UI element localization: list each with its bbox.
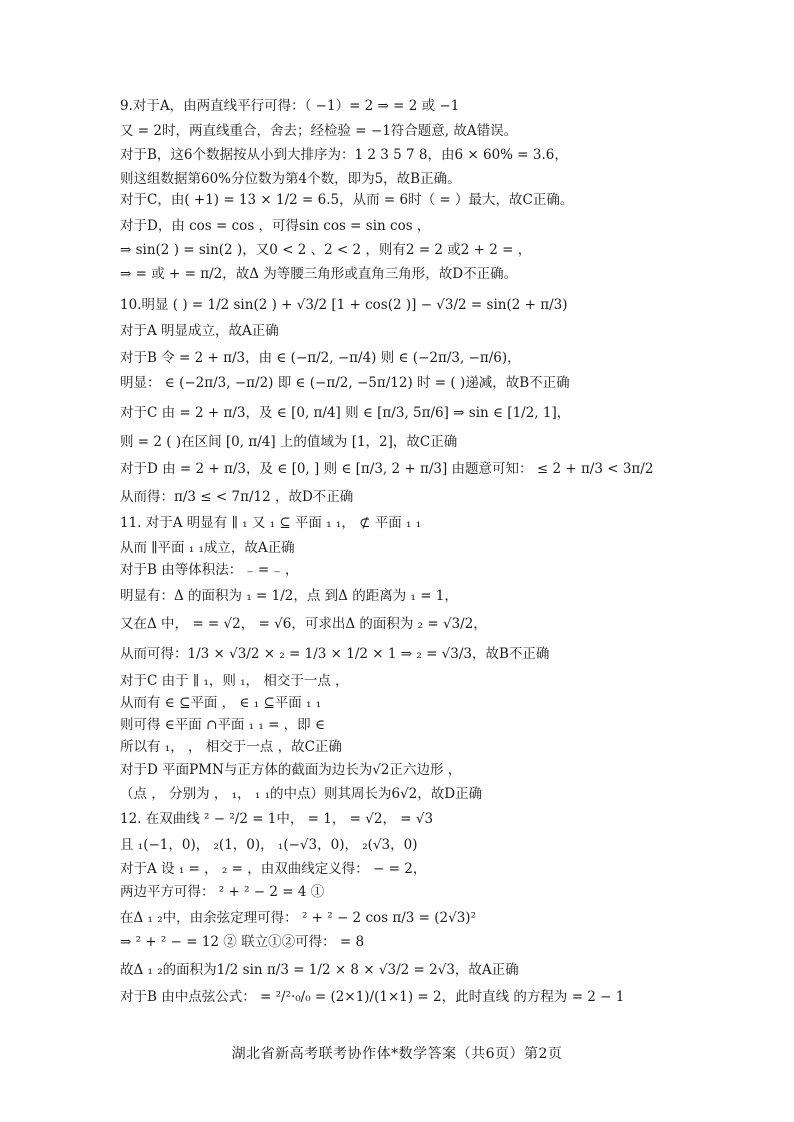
- text-line: 对于C 由 = 2 + π/3，及 ∈ [0, π/4] 则 ∈ [π/3, 5π/6] ⇒ sin ∈ [1/2, 1]，: [120, 405, 571, 421]
- text-line: 10.明显 ( ) = 1/2 sin(2 ) + √3/2 [1 + cos(2 )] − √3/2 = sin(2 + π/3): [120, 297, 568, 313]
- text-line: 又在Δ 中， = = √2， = √6，可求出Δ 的面积为 ₂ = √3/2，: [120, 616, 487, 632]
- text-line: 对于C，由( +1) = 13 × 1/2 = 6.5，从而 = 6时（ = ）最大，故C正确。: [120, 192, 574, 208]
- text-line: 9.对于A，由两直线平行可得：（ −1）= 2 ⇒ = 2 或 −1: [120, 98, 460, 114]
- text-line: 两边平方可得： ² + ² − 2 = 4 ①: [120, 884, 325, 900]
- text-line: （点 ， 分别为 ， ₁， ₁ ₁的中点）则其周长为6√2，故D正确: [120, 786, 483, 802]
- text-line: 从而得：π/3 ≤ < 7π/12 ，故D不正确: [120, 489, 354, 505]
- text-line: 则这组数据第60%分位数为第4个数，即为5，故B正确。: [120, 171, 461, 187]
- text-line: 在Δ ₁ ₂中，由余弦定理可得： ² + ² − 2 cos π/3 = (2√3)²: [120, 910, 476, 926]
- text-line: 明显： ∈ (−2π/3, −π/2) 即 ∈ (−π/2, −5π/12) 时 = ( )递减，故B不正确: [120, 375, 570, 391]
- text-line: 对于D 平面PMN与正方体的截面为边长为√2正六边形 ，: [120, 762, 462, 778]
- text-line: ⇒ sin(2 ) = sin(2 )，又0 < 2 、2 < 2 ，则有2 = 2 或2 + 2 = ，: [120, 242, 532, 258]
- text-line: 则可得 ∈平面 ∩平面 ₁ ₁ = ，即 ∈: [120, 717, 325, 733]
- text-line: ⇒ = 或 + = π/2，故Δ 为等腰三角形或直角三角形，故D不正确。: [120, 266, 518, 282]
- text-line: 对于B 令 = 2 + π/3，由 ∈ (−π/2, −π/4) 则 ∈ (−2π/3, −π/6)，: [120, 350, 521, 366]
- text-line: 对于B，这6个数据按从小到大排序为：1 2 3 5 7 8，由6 × 60% = 3.6，: [120, 147, 568, 163]
- text-line: 又 = 2时，两直线重合，舍去；经检验 = −1符合题意, 故A错误。: [120, 123, 518, 139]
- text-line: 对于D 由 = 2 + π/3，及 ∈ [0, ] 则 ∈ [π/3, 2 + π/3] 由题意可知： ≤ 2 + π/3 < 3π/2: [120, 461, 654, 477]
- text-line: 从而 ∥平面 ₁ ₁成立，故A正确: [120, 540, 295, 556]
- text-line: 所以有 ₁， ， 相交于一点 ，故C正确: [120, 739, 342, 755]
- text-line: 且 ₁(−1，0)， ₂(1，0)， ₁(−√3，0)， ₂(√3，0): [120, 837, 418, 853]
- text-line: 对于B 由中点弦公式： = ²/²·₀/₀ = (2×1)/(1×1) = 2，此时直线 的方程为 = 2 − 1: [120, 989, 625, 1005]
- text-line: 对于A 设 ₁ = ， ₂ = ，由双曲线定义得： − = 2，: [120, 861, 427, 877]
- text-line: 对于D，由 cos = cos ，可得sin cos = sin cos ，: [120, 218, 431, 234]
- text-line: 对于B 由等体积法： ₋ = ₋ ，: [120, 562, 299, 578]
- text-line: 从而有 ∈ ⊆平面 ， ∈ ₁ ⊆平面 ₁ ₁: [120, 695, 322, 711]
- text-line: ⇒ ² + ² − = 12 ② 联立①②可得： = 8: [120, 934, 365, 950]
- text-line: 12. 在双曲线 ² − ²/2 = 1中， = 1， = √2， = √3: [120, 811, 434, 827]
- page-footer: 湖北省新高考联考协作体*数学答案（共6页）第2页: [231, 1046, 563, 1062]
- text-line: 从而可得：1/3 × √3/2 × ₂ = 1/3 × 1/2 × 1 ⇒ ₂ = √3/3，故B不正确: [120, 646, 550, 662]
- text-line: 11. 对于A 明显有 ∥ ₁ 又 ₁ ⊆ 平面 ₁ ₁， ⊄ 平面 ₁ ₁: [120, 515, 422, 531]
- text-line: 对于A 明显成立，故A正确: [120, 323, 279, 339]
- text-line: 明显有：Δ 的面积为 ₁ = 1/2，点 到Δ 的距离为 ₁ = 1，: [120, 588, 458, 604]
- text-line: 则 = 2 ( )在区间 [0, π/4] 上的值域为 [1，2]，故C正确: [120, 434, 458, 450]
- text-line: 对于C 由于 ∥ ₁，则 ₁， 相交于一点 ，: [120, 673, 349, 689]
- text-line: 故Δ ₁ ₂的面积为1/2 sin π/3 = 1/2 × 8 × √3/2 = 2√3，故A正确: [120, 962, 519, 978]
